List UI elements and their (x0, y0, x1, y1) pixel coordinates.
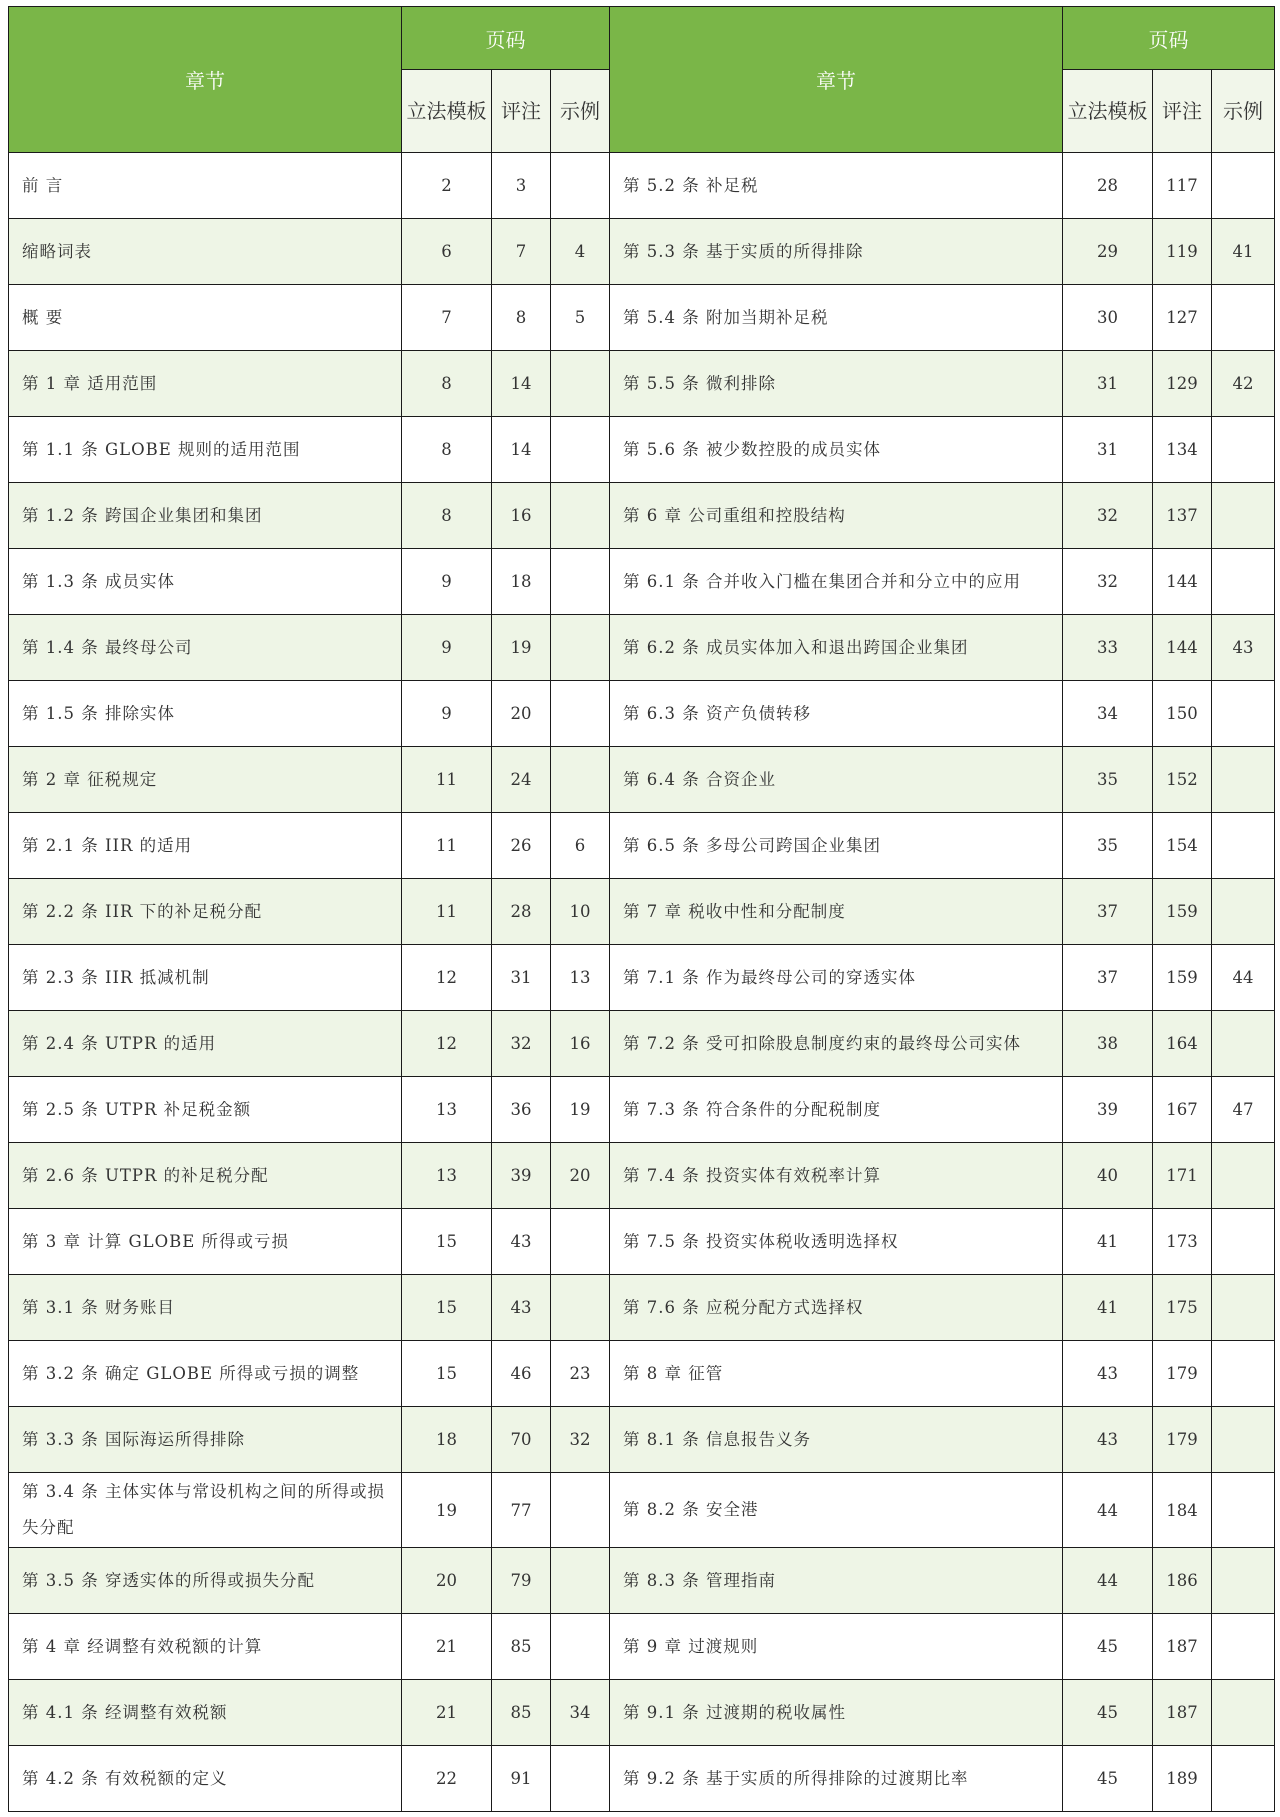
table-body (9, 153, 1275, 1812)
left-commentary-cell: 14 (492, 417, 551, 483)
left-chapter-cell: 第 3 章 计算 GLOBE 所得或亏损 (9, 1209, 402, 1275)
right-template-cell: 35 (1063, 813, 1153, 879)
right-template-cell: 45 (1063, 1746, 1153, 1812)
left-chapter-cell: 第 2.2 条 IIR 下的补足税分配 (9, 879, 402, 945)
right-commentary-cell: 184 (1153, 1473, 1212, 1548)
right-chapter-cell: 第 7 章 税收中性和分配制度 (610, 879, 1063, 945)
right-chapter-cell: 第 8.3 条 管理指南 (610, 1548, 1063, 1614)
table-row (9, 219, 1275, 285)
left-template-cell: 21 (402, 1680, 492, 1746)
right-chapter-cell: 第 9.2 条 基于实质的所得排除的过渡期比率 (610, 1746, 1063, 1812)
left-chapter-cell: 第 4.2 条 有效税额的定义 (9, 1746, 402, 1812)
right-template-cell: 43 (1063, 1407, 1153, 1473)
left-template-cell: 9 (402, 549, 492, 615)
right-template-cell: 28 (1063, 153, 1153, 219)
left-chapter-cell: 缩略词表 (9, 219, 402, 285)
left-example-cell: 20 (551, 1143, 610, 1209)
header-example-right: 示例 (1212, 70, 1275, 153)
right-template-cell: 34 (1063, 681, 1153, 747)
right-template-cell: 31 (1063, 351, 1153, 417)
right-chapter-cell: 第 6.5 条 多母公司跨国企业集团 (610, 813, 1063, 879)
left-template-cell: 11 (402, 747, 492, 813)
table-row (9, 747, 1275, 813)
left-example-cell (551, 1473, 610, 1548)
right-commentary-cell: 171 (1153, 1143, 1212, 1209)
right-commentary-cell: 189 (1153, 1746, 1212, 1812)
toc-table-container (8, 6, 1274, 1812)
left-example-cell: 5 (551, 285, 610, 351)
right-chapter-cell: 第 6 章 公司重组和控股结构 (610, 483, 1063, 549)
left-example-cell: 16 (551, 1011, 610, 1077)
left-commentary-cell: 32 (492, 1011, 551, 1077)
left-template-cell: 13 (402, 1143, 492, 1209)
left-commentary-cell: 77 (492, 1473, 551, 1548)
left-example-cell (551, 417, 610, 483)
left-example-cell: 19 (551, 1077, 610, 1143)
right-example-cell: 41 (1212, 219, 1275, 285)
table-row (9, 945, 1275, 1011)
left-commentary-cell: 43 (492, 1275, 551, 1341)
left-template-cell: 11 (402, 813, 492, 879)
left-commentary-cell: 14 (492, 351, 551, 417)
right-chapter-cell: 第 7.2 条 受可扣除股息制度约束的最终母公司实体 (610, 1011, 1063, 1077)
right-template-cell: 37 (1063, 945, 1153, 1011)
toc-table (8, 6, 1275, 1812)
left-commentary-cell: 19 (492, 615, 551, 681)
right-template-cell: 31 (1063, 417, 1153, 483)
left-template-cell: 20 (402, 1548, 492, 1614)
table-row (9, 1680, 1275, 1746)
right-chapter-cell: 第 5.4 条 附加当期补足税 (610, 285, 1063, 351)
right-commentary-cell: 179 (1153, 1407, 1212, 1473)
left-template-cell: 9 (402, 681, 492, 747)
left-example-cell (551, 1614, 610, 1680)
right-example-cell (1212, 549, 1275, 615)
right-example-cell (1212, 417, 1275, 483)
right-template-cell: 30 (1063, 285, 1153, 351)
left-chapter-cell: 第 1 章 适用范围 (9, 351, 402, 417)
left-example-cell (551, 747, 610, 813)
right-example-cell: 47 (1212, 1077, 1275, 1143)
right-template-cell: 33 (1063, 615, 1153, 681)
left-example-cell: 32 (551, 1407, 610, 1473)
right-example-cell (1212, 747, 1275, 813)
right-example-cell (1212, 483, 1275, 549)
left-chapter-cell: 第 2 章 征税规定 (9, 747, 402, 813)
right-commentary-cell: 159 (1153, 879, 1212, 945)
right-commentary-cell: 173 (1153, 1209, 1212, 1275)
right-chapter-cell: 第 7.5 条 投资实体税收透明选择权 (610, 1209, 1063, 1275)
right-chapter-cell: 第 7.1 条 作为最终母公司的穿透实体 (610, 945, 1063, 1011)
table-row (9, 1011, 1275, 1077)
right-commentary-cell: 144 (1153, 549, 1212, 615)
left-commentary-cell: 8 (492, 285, 551, 351)
table-row (9, 1746, 1275, 1812)
table-header (9, 7, 1275, 153)
left-example-cell: 4 (551, 219, 610, 285)
left-commentary-cell: 36 (492, 1077, 551, 1143)
header-template-left: 立法模板 (402, 70, 492, 153)
right-chapter-cell: 第 8.1 条 信息报告义务 (610, 1407, 1063, 1473)
left-example-cell (551, 1209, 610, 1275)
left-template-cell: 21 (402, 1614, 492, 1680)
left-template-cell: 7 (402, 285, 492, 351)
left-chapter-cell: 第 2.4 条 UTPR 的适用 (9, 1011, 402, 1077)
left-commentary-cell: 85 (492, 1614, 551, 1680)
left-commentary-cell: 20 (492, 681, 551, 747)
table-row (9, 1077, 1275, 1143)
right-chapter-cell: 第 5.2 条 补足税 (610, 153, 1063, 219)
right-chapter-cell: 第 8 章 征管 (610, 1341, 1063, 1407)
left-chapter-cell: 第 2.1 条 IIR 的适用 (9, 813, 402, 879)
left-template-cell: 15 (402, 1275, 492, 1341)
left-template-cell: 15 (402, 1209, 492, 1275)
left-example-cell: 34 (551, 1680, 610, 1746)
left-template-cell: 9 (402, 615, 492, 681)
table-row (9, 879, 1275, 945)
left-example-cell: 10 (551, 879, 610, 945)
left-example-cell (551, 153, 610, 219)
right-example-cell (1212, 1011, 1275, 1077)
right-commentary-cell: 129 (1153, 351, 1212, 417)
left-chapter-cell: 第 1.3 条 成员实体 (9, 549, 402, 615)
right-example-cell: 43 (1212, 615, 1275, 681)
right-template-cell: 45 (1063, 1680, 1153, 1746)
left-commentary-cell: 46 (492, 1341, 551, 1407)
right-example-cell (1212, 1209, 1275, 1275)
left-template-cell: 6 (402, 219, 492, 285)
header-commentary-right: 评注 (1153, 70, 1212, 153)
table-row (9, 351, 1275, 417)
right-commentary-cell: 119 (1153, 219, 1212, 285)
left-template-cell: 8 (402, 417, 492, 483)
left-chapter-cell: 第 1.4 条 最终母公司 (9, 615, 402, 681)
right-template-cell: 32 (1063, 483, 1153, 549)
right-commentary-cell: 134 (1153, 417, 1212, 483)
left-template-cell: 22 (402, 1746, 492, 1812)
right-example-cell (1212, 1143, 1275, 1209)
left-commentary-cell: 3 (492, 153, 551, 219)
left-template-cell: 13 (402, 1077, 492, 1143)
right-commentary-cell: 150 (1153, 681, 1212, 747)
left-chapter-cell: 第 3.5 条 穿透实体的所得或损失分配 (9, 1548, 402, 1614)
right-example-cell (1212, 1341, 1275, 1407)
right-example-cell (1212, 1548, 1275, 1614)
left-commentary-cell: 91 (492, 1746, 551, 1812)
right-example-cell (1212, 153, 1275, 219)
right-commentary-cell: 159 (1153, 945, 1212, 1011)
right-example-cell (1212, 285, 1275, 351)
left-commentary-cell: 16 (492, 483, 551, 549)
right-example-cell (1212, 1275, 1275, 1341)
header-page-left: 页码 (402, 7, 610, 70)
right-chapter-cell: 第 5.5 条 微利排除 (610, 351, 1063, 417)
right-commentary-cell: 137 (1153, 483, 1212, 549)
right-template-cell: 39 (1063, 1077, 1153, 1143)
left-chapter-cell: 第 4.1 条 经调整有效税额 (9, 1680, 402, 1746)
left-example-cell (551, 549, 610, 615)
left-commentary-cell: 28 (492, 879, 551, 945)
left-template-cell: 19 (402, 1473, 492, 1548)
right-template-cell: 41 (1063, 1209, 1153, 1275)
right-example-cell (1212, 681, 1275, 747)
right-chapter-cell: 第 5.6 条 被少数控股的成员实体 (610, 417, 1063, 483)
right-commentary-cell: 164 (1153, 1011, 1212, 1077)
left-example-cell (551, 615, 610, 681)
left-template-cell: 18 (402, 1407, 492, 1473)
right-chapter-cell: 第 7.6 条 应税分配方式选择权 (610, 1275, 1063, 1341)
right-example-cell (1212, 1680, 1275, 1746)
table-row (9, 153, 1275, 219)
left-commentary-cell: 39 (492, 1143, 551, 1209)
right-commentary-cell: 179 (1153, 1341, 1212, 1407)
right-example-cell (1212, 1473, 1275, 1548)
left-example-cell (551, 1275, 610, 1341)
right-chapter-cell: 第 8.2 条 安全港 (610, 1473, 1063, 1548)
right-chapter-cell: 第 9 章 过渡规则 (610, 1614, 1063, 1680)
left-example-cell: 13 (551, 945, 610, 1011)
left-commentary-cell: 85 (492, 1680, 551, 1746)
right-commentary-cell: 154 (1153, 813, 1212, 879)
left-template-cell: 12 (402, 945, 492, 1011)
right-chapter-cell: 第 7.4 条 投资实体有效税率计算 (610, 1143, 1063, 1209)
right-template-cell: 44 (1063, 1473, 1153, 1548)
left-template-cell: 15 (402, 1341, 492, 1407)
right-template-cell: 43 (1063, 1341, 1153, 1407)
table-row (9, 813, 1275, 879)
left-chapter-cell: 概 要 (9, 285, 402, 351)
right-template-cell: 45 (1063, 1614, 1153, 1680)
right-commentary-cell: 152 (1153, 747, 1212, 813)
header-commentary-left: 评注 (492, 70, 551, 153)
table-row (9, 483, 1275, 549)
left-example-cell: 23 (551, 1341, 610, 1407)
left-chapter-cell: 第 3.4 条 主体实体与常设机构之间的所得或损失分配 (9, 1473, 402, 1548)
left-example-cell (551, 351, 610, 417)
left-example-cell: 6 (551, 813, 610, 879)
right-example-cell: 42 (1212, 351, 1275, 417)
right-commentary-cell: 117 (1153, 153, 1212, 219)
right-commentary-cell: 187 (1153, 1614, 1212, 1680)
left-commentary-cell: 7 (492, 219, 551, 285)
right-chapter-cell: 第 6.1 条 合并收入门槛在集团合并和分立中的应用 (610, 549, 1063, 615)
left-template-cell: 2 (402, 153, 492, 219)
right-example-cell (1212, 1746, 1275, 1812)
right-template-cell: 44 (1063, 1548, 1153, 1614)
right-template-cell: 38 (1063, 1011, 1153, 1077)
right-template-cell: 40 (1063, 1143, 1153, 1209)
right-template-cell: 37 (1063, 879, 1153, 945)
right-chapter-cell: 第 6.2 条 成员实体加入和退出跨国企业集团 (610, 615, 1063, 681)
table-row (9, 285, 1275, 351)
left-template-cell: 11 (402, 879, 492, 945)
right-chapter-cell: 第 6.4 条 合资企业 (610, 747, 1063, 813)
table-row (9, 1473, 1275, 1548)
table-row (9, 549, 1275, 615)
header-chapter-left: 章节 (9, 7, 402, 153)
left-chapter-cell: 第 1.2 条 跨国企业集团和集团 (9, 483, 402, 549)
right-example-cell (1212, 879, 1275, 945)
table-row (9, 1341, 1275, 1407)
right-commentary-cell: 167 (1153, 1077, 1212, 1143)
header-example-left: 示例 (551, 70, 610, 153)
table-row (9, 681, 1275, 747)
table-row (9, 1143, 1275, 1209)
right-commentary-cell: 144 (1153, 615, 1212, 681)
left-commentary-cell: 26 (492, 813, 551, 879)
left-commentary-cell: 24 (492, 747, 551, 813)
right-example-cell: 44 (1212, 945, 1275, 1011)
right-example-cell (1212, 1407, 1275, 1473)
header-page-right: 页码 (1063, 7, 1275, 70)
left-chapter-cell: 第 2.5 条 UTPR 补足税金额 (9, 1077, 402, 1143)
left-template-cell: 8 (402, 483, 492, 549)
table-row (9, 615, 1275, 681)
table-row (9, 1407, 1275, 1473)
left-chapter-cell: 第 2.3 条 IIR 抵减机制 (9, 945, 402, 1011)
left-commentary-cell: 79 (492, 1548, 551, 1614)
right-commentary-cell: 127 (1153, 285, 1212, 351)
left-commentary-cell: 70 (492, 1407, 551, 1473)
right-chapter-cell: 第 7.3 条 符合条件的分配税制度 (610, 1077, 1063, 1143)
table-row (9, 1548, 1275, 1614)
left-chapter-cell: 第 4 章 经调整有效税额的计算 (9, 1614, 402, 1680)
right-chapter-cell: 第 6.3 条 资产负债转移 (610, 681, 1063, 747)
left-chapter-cell: 第 3.1 条 财务账目 (9, 1275, 402, 1341)
left-example-cell (551, 1548, 610, 1614)
left-commentary-cell: 18 (492, 549, 551, 615)
right-chapter-cell: 第 5.3 条 基于实质的所得排除 (610, 219, 1063, 285)
left-example-cell (551, 483, 610, 549)
right-chapter-cell: 第 9.1 条 过渡期的税收属性 (610, 1680, 1063, 1746)
left-example-cell (551, 1746, 610, 1812)
table-row (9, 1275, 1275, 1341)
left-commentary-cell: 43 (492, 1209, 551, 1275)
table-row (9, 417, 1275, 483)
right-example-cell (1212, 813, 1275, 879)
right-template-cell: 41 (1063, 1275, 1153, 1341)
left-chapter-cell: 前 言 (9, 153, 402, 219)
right-template-cell: 35 (1063, 747, 1153, 813)
right-commentary-cell: 186 (1153, 1548, 1212, 1614)
left-commentary-cell: 31 (492, 945, 551, 1011)
left-template-cell: 12 (402, 1011, 492, 1077)
header-chapter-right: 章节 (610, 7, 1063, 153)
left-chapter-cell: 第 1.5 条 排除实体 (9, 681, 402, 747)
left-chapter-cell: 第 2.6 条 UTPR 的补足税分配 (9, 1143, 402, 1209)
header-template-right: 立法模板 (1063, 70, 1153, 153)
left-chapter-cell: 第 1.1 条 GLOBE 规则的适用范围 (9, 417, 402, 483)
left-chapter-cell: 第 3.2 条 确定 GLOBE 所得或亏损的调整 (9, 1341, 402, 1407)
right-template-cell: 32 (1063, 549, 1153, 615)
right-commentary-cell: 175 (1153, 1275, 1212, 1341)
left-example-cell (551, 681, 610, 747)
right-example-cell (1212, 1614, 1275, 1680)
table-row (9, 1209, 1275, 1275)
table-row (9, 1614, 1275, 1680)
left-template-cell: 8 (402, 351, 492, 417)
right-commentary-cell: 187 (1153, 1680, 1212, 1746)
left-chapter-cell: 第 3.3 条 国际海运所得排除 (9, 1407, 402, 1473)
right-template-cell: 29 (1063, 219, 1153, 285)
